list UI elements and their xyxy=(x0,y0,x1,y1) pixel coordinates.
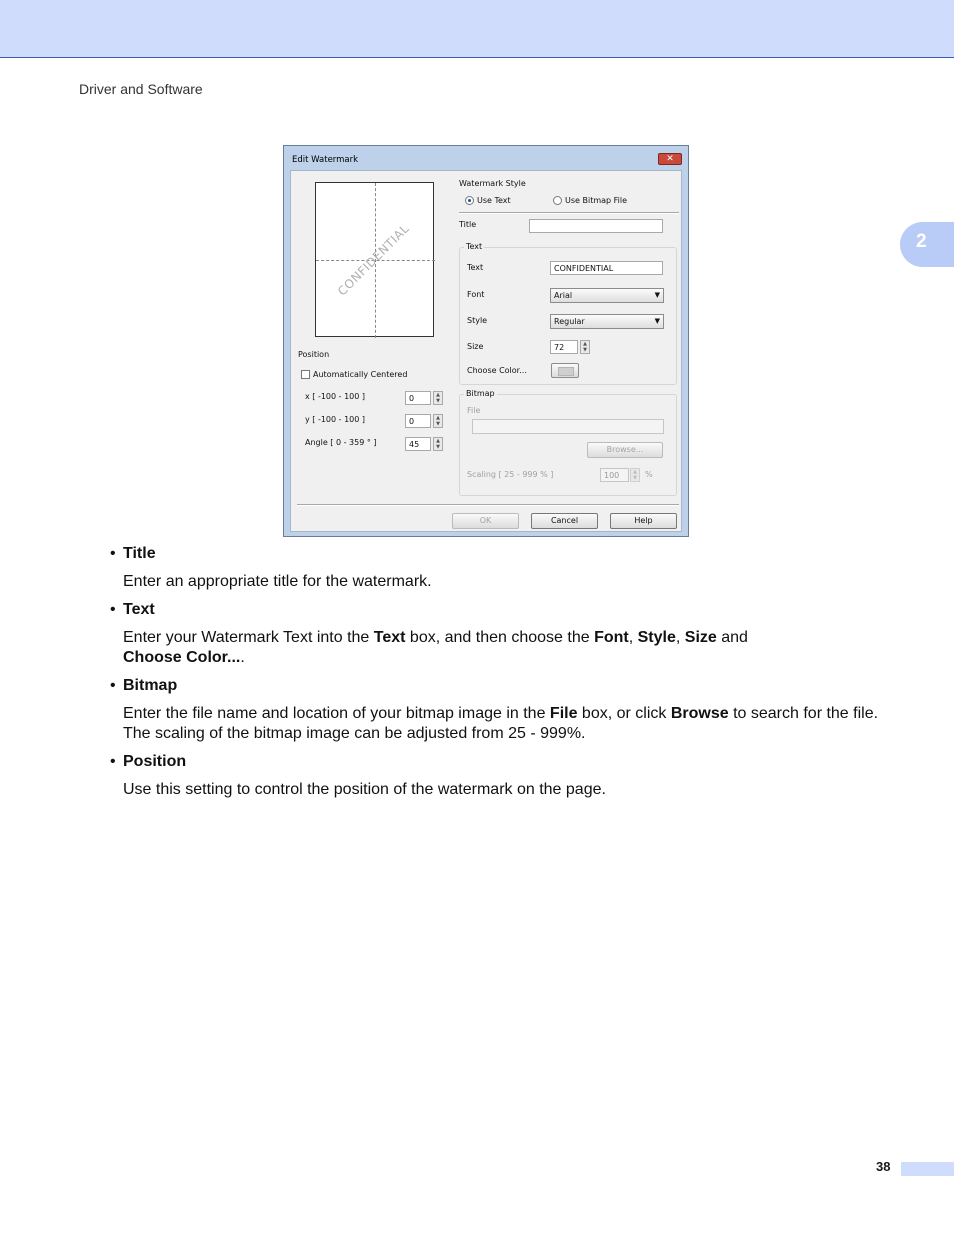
style-select[interactable] xyxy=(550,314,664,329)
page-number: 38 xyxy=(876,1159,891,1174)
footer-separator xyxy=(297,504,679,506)
text-desc-part: and xyxy=(716,629,748,646)
chevron-down-icon: ▼ xyxy=(654,317,660,325)
bullet-position-text: Position xyxy=(123,753,187,770)
percent-label: % xyxy=(645,470,653,479)
footer-bar xyxy=(901,1162,954,1176)
chapter-tab xyxy=(900,222,954,267)
text-desc-bold: Size xyxy=(684,629,717,646)
bitmap-desc-bold: Browse xyxy=(670,705,729,722)
x-spinner[interactable]: ▲ ▼ xyxy=(433,391,443,405)
use-text-radio[interactable] xyxy=(465,196,474,205)
text-desc-bold: Font xyxy=(594,629,629,646)
file-input[interactable] xyxy=(472,419,664,434)
bullet-text-text: Text xyxy=(123,601,155,618)
bitmap-desc-part: box, or click xyxy=(577,705,671,722)
bullet-title-text: Title xyxy=(123,545,156,562)
close-icon[interactable]: ✕ xyxy=(658,153,682,165)
choose-color-button[interactable] xyxy=(551,363,579,378)
page-preview xyxy=(315,182,434,337)
text-input[interactable]: CONFIDENTIAL xyxy=(550,261,663,275)
size-input[interactable]: 72 xyxy=(550,340,578,354)
bitmap-desc-part: to search for the file. The scaling of the bitmap image can be adjusted from 25 - 999%. xyxy=(123,705,879,742)
position-label: Position xyxy=(298,350,330,359)
angle-input[interactable]: 45 xyxy=(405,437,431,451)
bitmap-group-label: Bitmap xyxy=(466,389,495,398)
header-band xyxy=(0,0,954,58)
bullet-text xyxy=(110,601,155,619)
cancel-button[interactable]: Cancel xyxy=(531,513,598,529)
font-label: Font xyxy=(467,290,485,299)
text-desc-part: . xyxy=(240,649,245,666)
angle-spinner[interactable]: ▲ ▼ xyxy=(433,437,443,451)
watermark-style-label: Watermark Style xyxy=(459,179,526,188)
section-header: Driver and Software xyxy=(79,81,203,97)
bullet-title xyxy=(110,545,156,563)
text-desc-part: , xyxy=(675,629,685,646)
choose-color-label: Choose Color... xyxy=(467,366,527,375)
dialog-title: Edit Watermark xyxy=(292,155,359,165)
text-group-label: Text xyxy=(466,242,483,251)
scaling-label: Scaling [ 25 - 999 % ] xyxy=(467,470,554,479)
style-label: Style xyxy=(467,316,488,325)
dialog-body xyxy=(290,170,682,532)
bullet-dot: • xyxy=(110,753,116,770)
y-spinner[interactable]: ▲ ▼ xyxy=(433,414,443,428)
use-bitmap-radio[interactable] xyxy=(553,196,562,205)
y-input[interactable]: 0 xyxy=(405,414,431,428)
bullet-bitmap-text: Bitmap xyxy=(123,677,178,694)
bullet-bitmap xyxy=(110,677,177,695)
use-bitmap-label: Use Bitmap File xyxy=(565,196,628,205)
bitmap-desc-part: Enter the file name and location of your bitmap image in the xyxy=(123,705,550,722)
size-spinner[interactable]: ▲ ▼ xyxy=(580,340,590,354)
use-text-label: Use Text xyxy=(477,196,511,205)
x-label: x [ -100 - 100 ] xyxy=(305,392,366,401)
bitmap-desc-bold: File xyxy=(549,705,578,722)
text-desc-part: , xyxy=(628,629,638,646)
x-input[interactable]: 0 xyxy=(405,391,431,405)
style-value: Regular xyxy=(554,317,585,326)
bullet-dot: • xyxy=(110,601,116,618)
chevron-down-icon: ▼ xyxy=(654,291,660,299)
help-button[interactable]: Help xyxy=(610,513,677,529)
browse-button[interactable]: Browse... xyxy=(587,442,663,458)
scaling-spinner[interactable]: ▲ ▼ xyxy=(630,468,640,482)
text-desc-bold: Style xyxy=(637,629,676,646)
text-label: Text xyxy=(467,263,484,272)
ok-button[interactable]: OK xyxy=(452,513,519,529)
title-input[interactable] xyxy=(529,219,663,233)
file-label: File xyxy=(467,406,481,415)
font-value: Arial xyxy=(554,291,573,300)
text-description xyxy=(123,628,903,668)
size-label: Size xyxy=(467,342,484,351)
bitmap-description xyxy=(123,704,903,744)
text-desc-bold: Text xyxy=(373,629,406,646)
position-description: Use this setting to control the position of the watermark on the page. xyxy=(123,781,606,798)
text-desc-part: box, and then choose the xyxy=(405,629,595,646)
auto-centered-checkbox[interactable] xyxy=(301,370,310,379)
bullet-position xyxy=(110,753,186,771)
scaling-input[interactable]: 100 xyxy=(600,468,629,482)
y-label: y [ -100 - 100 ] xyxy=(305,415,366,424)
text-desc-bold: Choose Color... xyxy=(123,649,241,666)
auto-centered-label: Automatically Centered xyxy=(313,370,408,379)
angle-label: Angle [ 0 - 359 ° ] xyxy=(305,438,377,447)
style-separator xyxy=(459,212,679,214)
title-label: Title xyxy=(459,220,477,229)
bullet-dot: • xyxy=(110,677,116,694)
chapter-number: 2 xyxy=(916,231,927,252)
title-description: Enter an appropriate title for the watermark. xyxy=(123,573,432,590)
preview-watermark-text: CONFIDENTIAL xyxy=(334,221,412,299)
text-desc-part: Enter your Watermark Text into the xyxy=(123,629,374,646)
font-select[interactable] xyxy=(550,288,664,303)
edit-watermark-dialog xyxy=(283,145,689,537)
bullet-dot: • xyxy=(110,545,116,562)
